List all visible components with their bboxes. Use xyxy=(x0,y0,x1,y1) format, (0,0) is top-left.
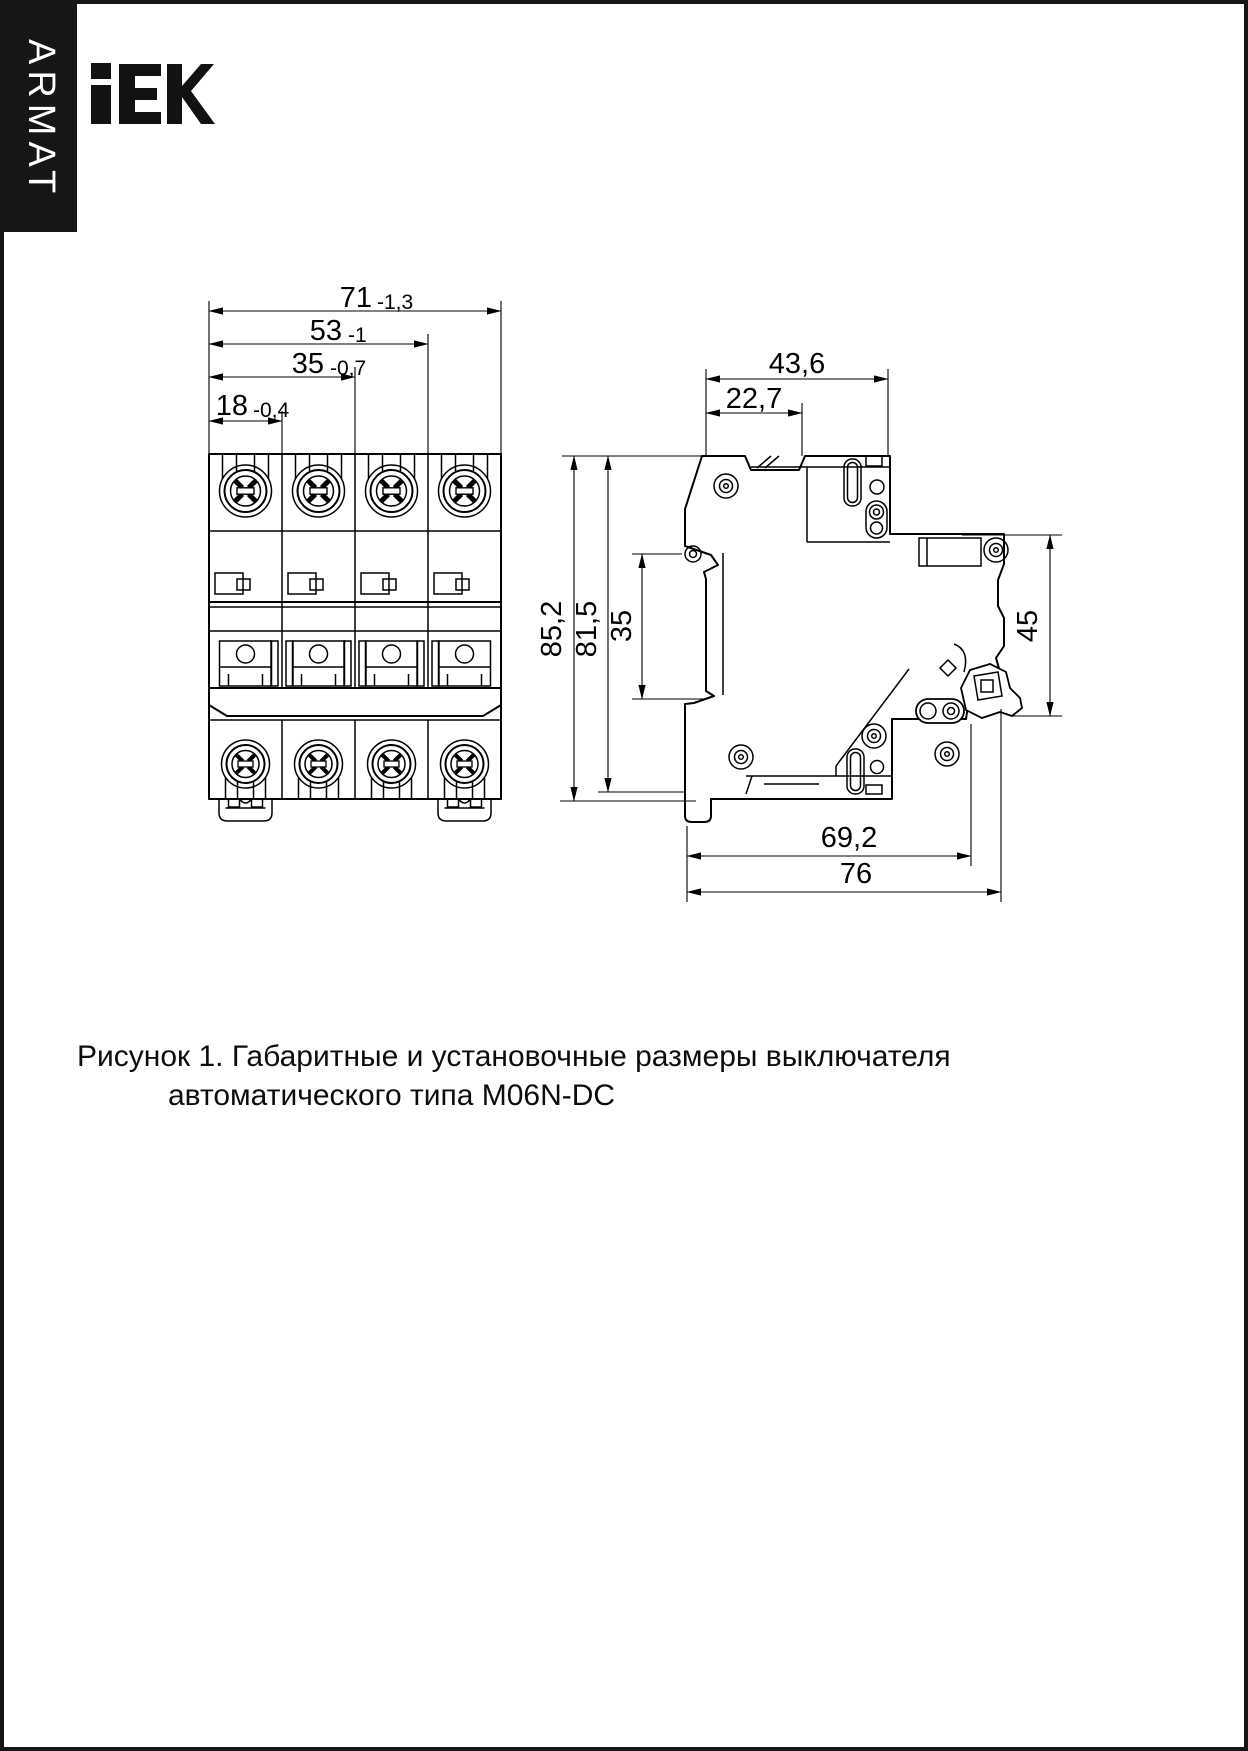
front-view xyxy=(209,282,501,821)
side-dim-69-label: 69,2 xyxy=(820,822,878,854)
side-dim-81-label: 81,5 xyxy=(571,600,603,658)
side-view xyxy=(536,348,1062,902)
figure-caption-line2: автоматического типа M06N-DC xyxy=(168,1079,616,1112)
front-dim-53-label: 53 xyxy=(309,315,342,347)
side-dim-43-label: 43,6 xyxy=(768,348,826,380)
front-dim-18-label: 18 xyxy=(215,390,248,422)
front-dim-71-label: 71 xyxy=(339,282,372,314)
front-dim-35-tol: -0,7 xyxy=(330,357,367,380)
side-dim-22-label: 22,7 xyxy=(725,383,783,415)
front-dim-35-label: 35 xyxy=(291,348,324,380)
figure-caption-line1: Рисунок 1. Габаритные и установочные размеры выключателя xyxy=(77,1040,951,1073)
side-dim-85-label: 85,2 xyxy=(536,600,568,658)
side-dim-35-label: 35 xyxy=(606,609,638,643)
front-dim-18-tol: -0,4 xyxy=(253,399,290,422)
front-dim-53-tol: -1 xyxy=(348,324,367,347)
side-dim-45-label: 45 xyxy=(1012,609,1044,643)
side-dim-76-label: 76 xyxy=(839,858,873,890)
front-dim-71-tol: -1,3 xyxy=(377,291,414,314)
technical-drawing xyxy=(4,4,1248,984)
brand-sidebar-label: ARMAT xyxy=(20,38,62,200)
